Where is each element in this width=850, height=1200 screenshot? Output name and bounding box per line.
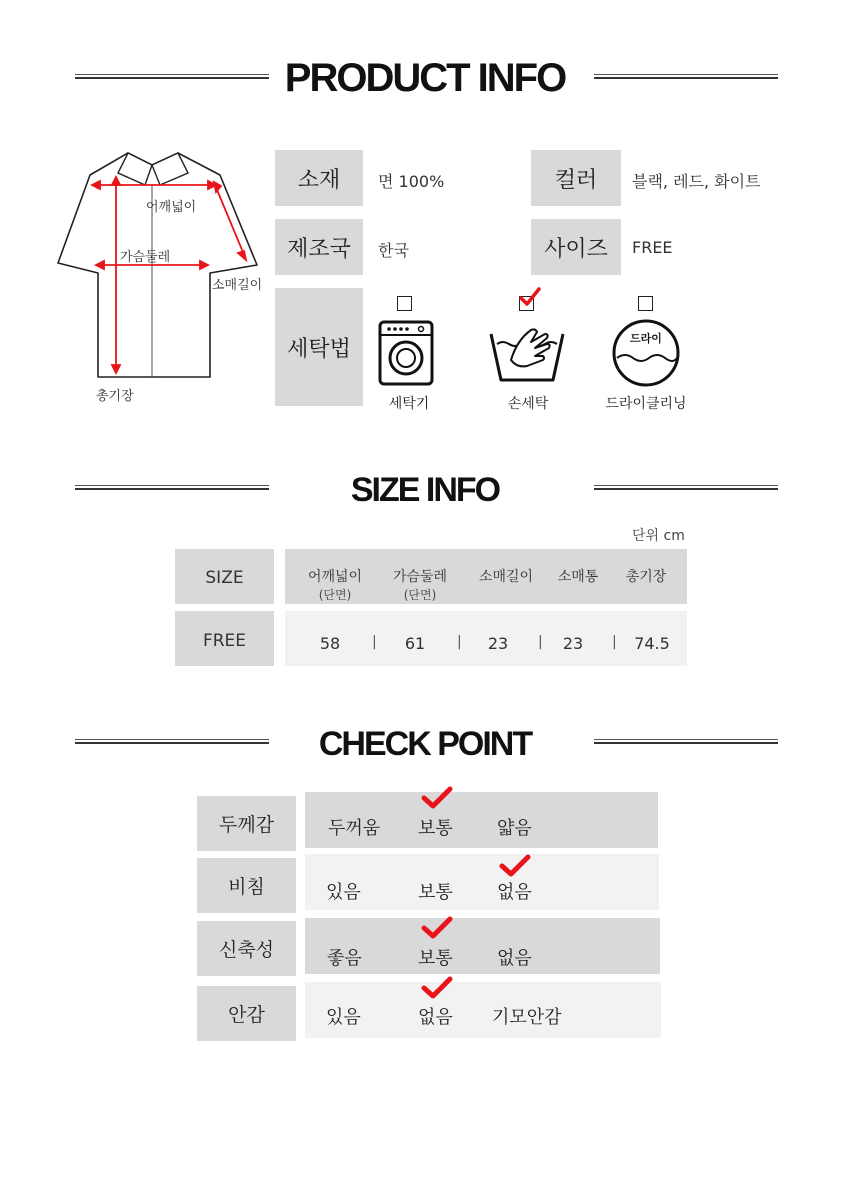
size-col-name: 어깨넓이 <box>307 569 363 585</box>
cp-option: 없음 <box>418 1007 453 1028</box>
dry-clean-icon <box>611 318 681 388</box>
material-value: 면 100% <box>378 172 445 191</box>
size-col-shoulder <box>295 566 375 603</box>
diagram-label-sleeve: 소매길이 <box>212 278 263 293</box>
product-info-title: PRODUCT INFO <box>284 56 566 100</box>
size-divider: | <box>457 634 462 650</box>
size-value-sleeve: 23 <box>487 634 509 653</box>
dry-badge-text: 드라이 <box>630 332 662 345</box>
material-label: 소재 <box>275 150 363 206</box>
cp-option: 있음 <box>326 882 361 903</box>
check-mark-icon <box>420 786 454 810</box>
size-value: FREE <box>632 238 673 257</box>
cp-label-sheerness: 비침 <box>197 858 296 913</box>
size-col-sub: (단면) <box>318 588 352 602</box>
size-col-name: 가슴둘레 <box>392 569 448 585</box>
size-divider: | <box>372 634 377 650</box>
size-value-shoulder: 58 <box>319 634 341 653</box>
size-col-cuff: 소매통 <box>557 569 599 585</box>
wash-label: 세탁법 <box>275 288 363 406</box>
size-header-label: SIZE <box>205 568 244 588</box>
cp-label-thickness: 두께감 <box>197 796 296 851</box>
check-mark-icon <box>420 916 454 940</box>
cp-option: 보통 <box>418 948 453 969</box>
size-col-sub: (단면) <box>403 588 437 602</box>
cp-option: 없음 <box>497 948 532 969</box>
diagram-label-chest: 가슴둘레 <box>120 250 171 265</box>
size-value-cuff: 23 <box>562 634 584 653</box>
checkbox-washing-machine <box>397 296 412 311</box>
size-col-sleeve: 소매길이 <box>478 569 534 585</box>
check-point-title: CHECK POINT <box>318 725 532 763</box>
check-mark-icon <box>420 976 454 1000</box>
cp-option: 보통 <box>418 818 453 839</box>
color-value: 블랙, 레드, 화이트 <box>632 172 761 191</box>
origin-label: 제조국 <box>275 219 363 275</box>
check-mark-icon <box>498 854 532 878</box>
hand-wash-icon <box>487 320 567 386</box>
size-col-chest <box>380 566 460 603</box>
cp-option: 있음 <box>326 1007 361 1028</box>
size-value-length: 74.5 <box>634 634 670 653</box>
washing-machine-icon <box>378 320 434 386</box>
cp-option: 얇음 <box>497 818 532 839</box>
cp-option: 두꺼움 <box>328 818 381 839</box>
cp-option: 좋음 <box>327 948 362 969</box>
cp-option: 기모안감 <box>492 1007 562 1028</box>
origin-value: 한국 <box>378 241 409 260</box>
diagram-label-length: 총기장 <box>96 389 134 404</box>
checkbox-dry-clean <box>638 296 653 311</box>
diagram-label-shoulder: 어깨넓이 <box>146 200 197 215</box>
care-label-machine: 세탁기 <box>388 396 430 412</box>
size-label: 사이즈 <box>531 219 621 275</box>
color-label: 컬러 <box>531 150 621 206</box>
cp-label-stretch: 신축성 <box>197 921 296 976</box>
cp-option: 보통 <box>418 882 453 903</box>
cp-option: 없음 <box>497 882 532 903</box>
size-unit: 단위 cm <box>632 528 685 544</box>
cp-label-lining: 안감 <box>197 986 296 1041</box>
size-value-chest: 61 <box>404 634 426 653</box>
size-col-length: 총기장 <box>625 569 667 585</box>
size-row-label: FREE <box>202 631 247 651</box>
size-divider: | <box>612 634 617 650</box>
care-label-dry: 드라이클리닝 <box>605 396 687 412</box>
care-label-hand: 손세탁 <box>507 396 549 412</box>
size-info-title: SIZE INFO <box>350 471 500 509</box>
size-divider: | <box>538 634 543 650</box>
check-mark-icon <box>518 286 542 308</box>
